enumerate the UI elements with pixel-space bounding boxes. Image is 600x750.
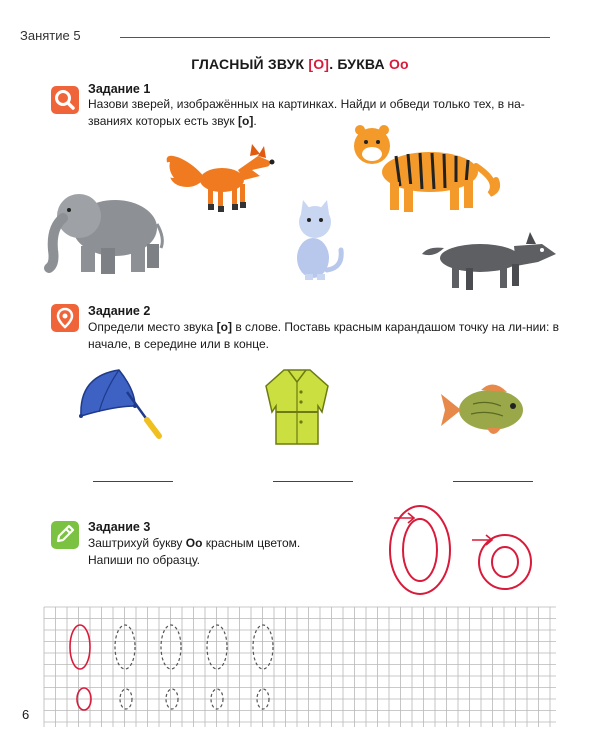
task1-sound: [о] <box>238 114 254 128</box>
fox-picture <box>160 140 280 215</box>
tiger-picture <box>350 122 510 217</box>
search-icon <box>51 86 79 114</box>
wolf-picture <box>418 228 558 292</box>
trace-capital-o[interactable] <box>207 625 227 669</box>
task1-text-after: . <box>253 114 257 128</box>
page-title <box>0 56 600 72</box>
task3-text-line1 <box>88 535 368 552</box>
sample-capital-o <box>70 625 90 669</box>
task3-line1-after: красным цветом. <box>202 536 301 550</box>
title-letters: Оо <box>388 56 409 72</box>
answer-line-coat[interactable] <box>273 481 353 482</box>
sample-letters-oo[interactable] <box>380 500 550 600</box>
cat-picture <box>285 200 345 282</box>
trace-capital-o[interactable] <box>161 625 181 669</box>
writing-grid[interactable] <box>44 607 556 727</box>
task2-sound: [о] <box>216 320 232 334</box>
pencil-icon <box>51 521 79 549</box>
task2-text-after: в слове. Поставь красным карандашом точку на ли-нии: в начале, в середине или в конце. <box>88 320 560 351</box>
task2-title: Задание 2 <box>88 304 151 318</box>
elephant-picture <box>45 188 165 276</box>
task2-text-before: Определи место звука <box>88 320 217 334</box>
answer-line-fish[interactable] <box>453 481 533 482</box>
title-sound: [О] <box>308 56 330 72</box>
title-prefix: ГЛАСНЫЙ ЗВУК <box>191 56 309 72</box>
answer-line-umbrella[interactable] <box>93 481 173 482</box>
umbrella-picture <box>75 366 165 446</box>
title-middle: . БУКВА <box>329 56 389 72</box>
page-number: 6 <box>22 707 30 722</box>
task2-text <box>88 319 568 353</box>
task3-letters: Оо <box>185 536 203 550</box>
task1-title: Задание 1 <box>88 82 151 96</box>
lesson-label: Занятие 5 <box>20 28 81 43</box>
trace-capital-o[interactable] <box>253 625 273 669</box>
header-rule <box>120 37 550 38</box>
grid-lines <box>44 607 556 727</box>
trace-capital-o[interactable] <box>115 625 135 669</box>
location-pin-icon <box>51 304 79 332</box>
task3-text-line2: Напиши по образцу. <box>88 553 200 567</box>
task1-text-before: Назови зверей, изображённых на картинках. Найди и обведи только тех, в на-званиях которых есть звук <box>88 97 525 128</box>
fish-picture <box>437 376 537 442</box>
task3-line1-before: Заштрихуй букву <box>88 536 186 550</box>
coat-picture <box>262 366 332 448</box>
task3-title: Задание 3 <box>88 520 151 534</box>
